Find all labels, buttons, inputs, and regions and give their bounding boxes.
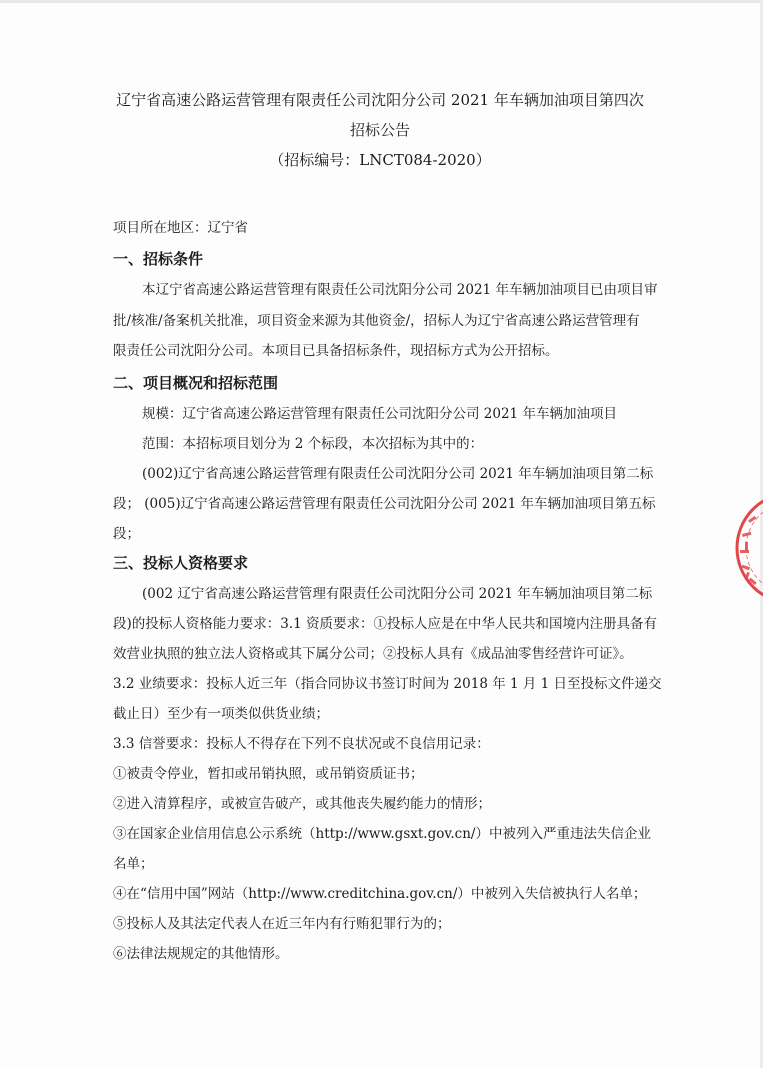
section3-line: 截止日）至少有一项类似供货业绩；: [113, 706, 329, 722]
section3-heading: 三、投标人资格要求: [113, 554, 249, 572]
section1-line: 本辽宁省高速公路运营管理有限责任公司沈阳分公司 2021 年车辆加油项目已由项目审: [142, 282, 658, 298]
section1-heading: 一、招标条件: [113, 250, 204, 268]
project-region: 项目所在地区：辽宁省: [113, 220, 248, 236]
section2-line: (002)辽宁省高速公路运营管理有限责任公司沈阳分公司 2021 年车辆加油项目第二标: [142, 466, 654, 482]
section1-line: 限责任公司沈阳分公司。本项目已具备招标条件，现招标方式为公开招标。: [113, 343, 559, 359]
section2-line: 段；: [113, 526, 140, 542]
section1-line: 批/核准/备案机关批准，项目资金来源为其他资金/，招标人为辽宁省高速公路运营管理有: [113, 313, 640, 329]
section3-line: (002 辽宁省高速公路运营管理有限责任公司沈阳分公司 2021 年车辆加油项目第二标: [142, 586, 653, 602]
section3-line: ②进入清算程序，或被宣告破产，或其他丧失履约能力的情形；: [113, 796, 491, 812]
title-line-2: 招标公告: [349, 121, 410, 139]
section3-line: ⑥法律法规规定的其他情形。: [113, 946, 289, 962]
seal-outer-ring: [737, 493, 763, 603]
section3-line: 3.3 信誉要求：投标人不得存在下列不良状况或不良信用记录：: [113, 736, 490, 752]
section3-line: ⑤投标人及其法定代表人在近三年内有行贿犯罪行为的；: [113, 916, 451, 932]
section3-line: ④在“信用中国”网站（http://www.creditchina.gov.cn/）中被列入失信被执行人名单；: [113, 886, 647, 902]
tender-number: （招标编号：LNCT084-2020）: [269, 151, 491, 169]
section3-line: 效营业执照的独立法人资格或其下属分公司；②投标人具有《成品油零售经营许可证》。: [113, 646, 633, 662]
section3-line: 3.2 业绩要求：投标人近三年（指合同协议书签订时间为 2018 年 1 月 1 日至投标文件递交: [113, 676, 662, 692]
section3-line: ③在国家企业信用信息公示系统（http://www.gsxt.gov.cn/）中被列入严重违法失信企业: [113, 826, 651, 842]
section2-line: 规模：辽宁省高速公路运营管理有限责任公司沈阳分公司 2021 年车辆加油项目: [142, 406, 617, 422]
title-line-1: 辽宁省高速公路运营管理有限责任公司沈阳分公司 2021 年车辆加油项目第四次: [116, 91, 644, 109]
section3-line: 名单；: [113, 856, 154, 872]
section2-line: 范围：本招标项目划分为 2 个标段，本次招标为其中的：: [142, 436, 484, 452]
section2-heading: 二、项目概况和招标范围: [113, 374, 279, 392]
section3-line: 段)的投标人资格能力要求：3.1 资质要求：①投标人应是在中华人民共和国境内注册具备有: [113, 616, 658, 632]
page-top-edge: [0, 0, 763, 3]
section3-line: ①被责令停业，暂扣或吊销执照，或吊销资质证书；: [113, 766, 424, 782]
section2-line: 段； (005)辽宁省高速公路运营管理有限责任公司沈阳分公司 2021 年车辆加油项目第五标: [113, 496, 656, 512]
company-seal-partial: [722, 488, 763, 608]
